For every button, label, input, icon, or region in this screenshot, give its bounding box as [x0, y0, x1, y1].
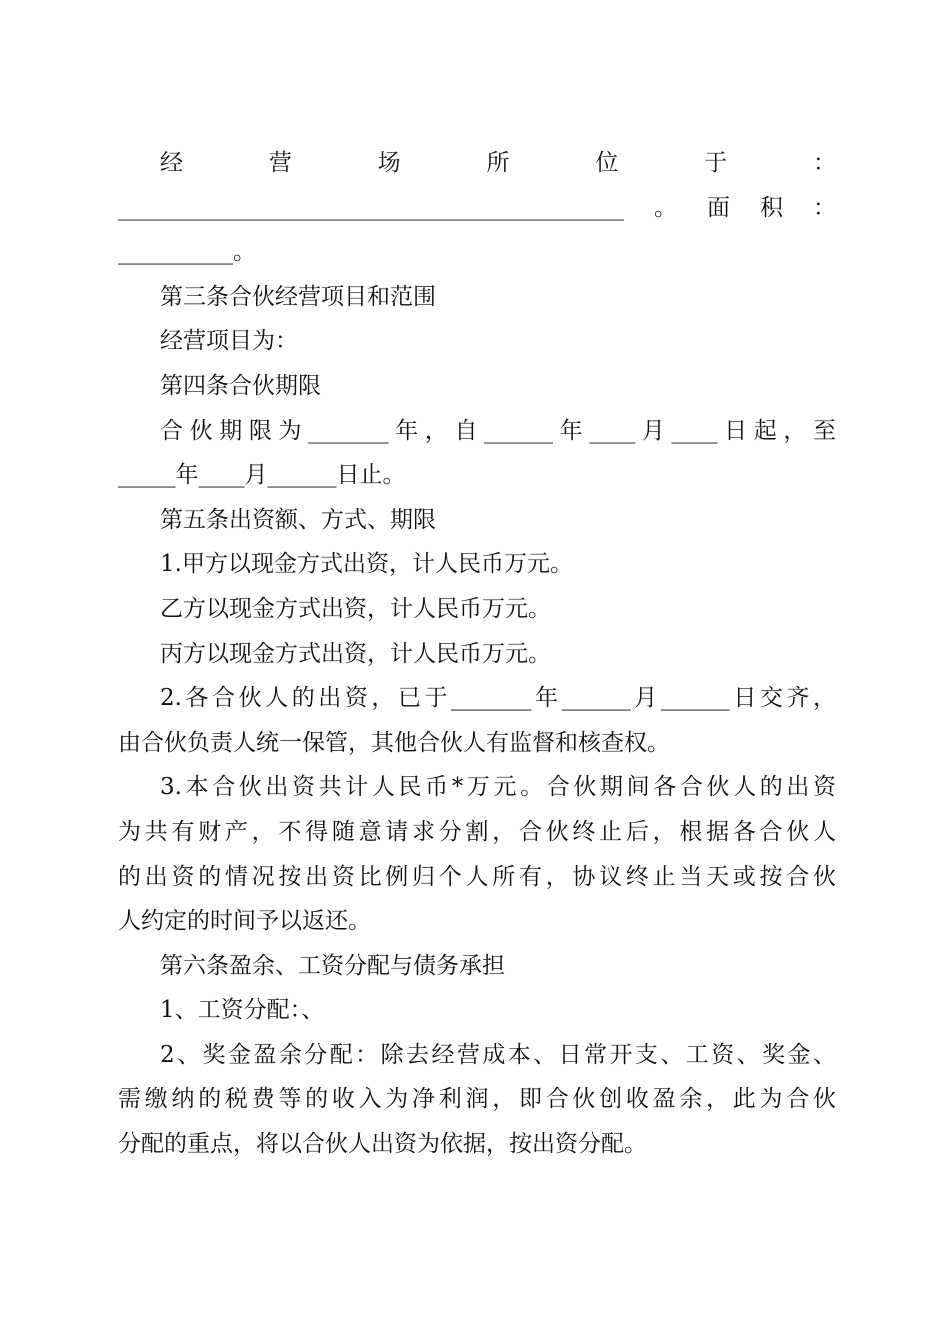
total-contribution-line-3: 的出资的情况按出资比例归个人所有，协议终止当天或按合伙	[118, 863, 836, 890]
bonus-distribution-line-1: 2、奖金盈余分配：除去经营成本、日常开支、工资、奖金、	[160, 1041, 836, 1068]
article-3-heading: 第三条合伙经营项目和范围	[160, 283, 436, 310]
party-c-contribution: 丙方以现金方式出资，计人民币万元。	[160, 640, 551, 667]
term-line-2: _____年____月______日止。	[118, 462, 406, 489]
premises-area-line: ____________________________________________。面积：	[118, 194, 836, 221]
bonus-distribution-line-2: 需缴纳的税费等的收入为净利润，即合伙创收盈余，此为合伙	[118, 1086, 836, 1113]
bonus-distribution-line-3: 分配的重点，将以合伙人出资为依据，按出资分配。	[118, 1131, 647, 1158]
premises-location-line: 经 营 场 所 位 于 ：	[160, 150, 836, 176]
article-5-heading: 第五条出资额、方式、期限	[160, 506, 436, 533]
contribution-date-line-2: 由合伙负责人统一保管，其他合伙人有监督和核查权。	[118, 729, 670, 756]
contribution-date-line-1: 2.各合伙人的出资，已于_______年______月______日交齐，	[160, 685, 836, 712]
article-4-heading: 第四条合伙期限	[160, 372, 321, 399]
total-contribution-line-4: 人约定的时间予以返还。	[118, 908, 371, 935]
area-blank-line: __________。	[118, 239, 256, 266]
total-contribution-line-2: 为共有财产，不得随意请求分割，合伙终止后，根据各合伙人	[118, 818, 836, 845]
article-6-heading: 第六条盈余、工资分配与债务承担	[160, 952, 505, 979]
business-items-line: 经营项目为：	[160, 328, 298, 355]
party-a-contribution: 1.甲方以现金方式出资，计人民币万元。	[160, 551, 573, 578]
total-contribution-line-1: 3.本合伙出资共计人民币*万元。合伙期间各合伙人的出资	[160, 774, 836, 801]
term-line-1: 合伙期限为_______年，自______年____月____日起，至	[160, 417, 836, 444]
salary-distribution-line: 1、工资分配：、	[160, 997, 325, 1024]
document-page	[118, 141, 836, 1167]
party-b-contribution: 乙方以现金方式出资，计人民币万元。	[160, 595, 551, 622]
